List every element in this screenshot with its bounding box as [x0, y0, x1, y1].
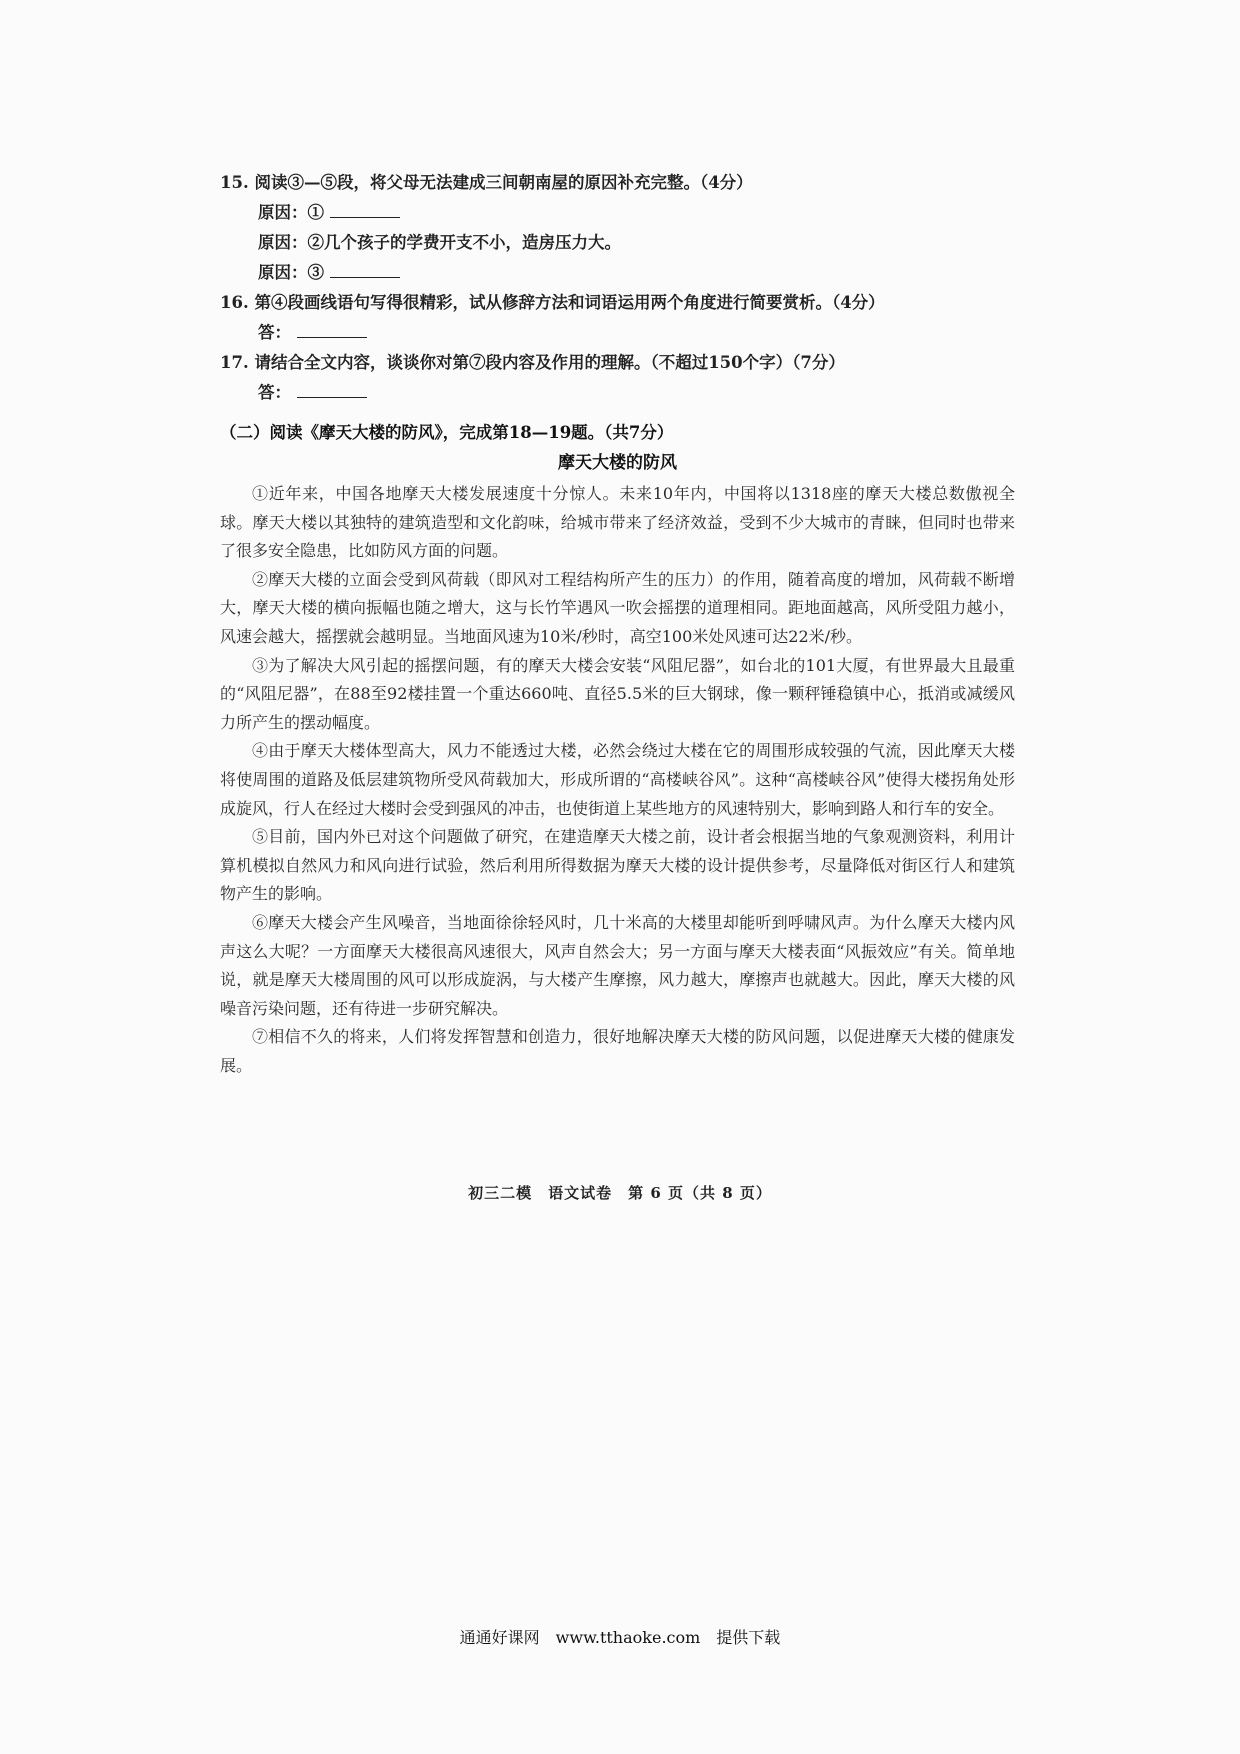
article-title: 摩天大楼的防风	[558, 453, 677, 473]
question-16-answer	[220, 318, 1015, 348]
article-paragraph-6: ⑥摩天大楼会产生风噪音，当地面徐徐轻风时，几十米高的大楼里却能听到呼啸风声。为什么摩天大楼内风声这么大呢？一方面摩天大楼很高风速很大，风声自然会大；另一方面与摩天大楼表面“风振效应”有关。简单地说，就是摩天大楼周围的风可以形成旋涡，与大楼产生摩擦，风力越大，摩擦声也就越大。因此，摩天大楼的风噪音污染问题，还有待进一步研究解决。	[220, 912, 1015, 1018]
answer-16-label: 答：	[258, 323, 291, 342]
reason-3-label: 原因：③	[258, 263, 324, 282]
question-15-reason-2: 原因：②几个孩子的学费开支不小，造房压力大。	[258, 233, 621, 252]
reason-1-blank[interactable]	[330, 203, 400, 218]
section-heading: （二）阅读《摩天大楼的防风》，完成第18—19题。（共7分）	[220, 423, 674, 442]
reason-1-label: 原因：①	[258, 203, 324, 222]
question-16-prompt: 16. 第④段画线语句写得很精彩，试从修辞方法和词语运用两个角度进行简要赏析。（4分）	[220, 293, 885, 312]
article-paragraph-3: ③为了解决大风引起的摇摆问题，有的摩天大楼会安装“风阻尼器”，如台北的101大厦，有世界最大且最重的“风阻尼器”，在88至92楼挂置一个重达660吨、直径5.5米的巨大钢球，像一颗秤锤稳镇中心，抵消或减缓风力所产生的摆动幅度。	[220, 655, 1015, 732]
article-paragraph-1: ①近年来，中国各地摩天大楼发展速度十分惊人。未来10年内，中国将以1318座的摩天大楼总数傲视全球。摩天大楼以其独特的建筑造型和文化韵味，给城市带来了经济效益，受到不少大城市的青睐，但同时也带来了很多安全隐患，比如防风方面的问题。	[220, 484, 1015, 561]
download-source-note: 通通好课网 www.tthaoke.com 提供下载	[459, 1628, 781, 1647]
article-paragraph-4: ④由于摩天大楼体型高大，风力不能透过大楼，必然会绕过大楼在它的周围形成较强的气流，因此摩天大楼将使周围的道路及低层建筑物所受风荷载加大，形成所谓的“高楼峡谷风”。这种“高楼峡谷风”使得大楼拐角处形成旋风，行人在经过大楼时会受到强风的冲击，也使街道上某些地方的风速特别大，影响到路人和行车的安全。	[220, 741, 1015, 818]
reason-3-blank[interactable]	[330, 263, 400, 278]
article-paragraph-2: ②摩天大楼的立面会受到风荷载（即风对工程结构所产生的压力）的作用，随着高度的增加，风荷载不断增大，摩天大楼的横向振幅也随之增大，这与长竹竿遇风一吹会摇摆的道理相同。距地面越高，风所受阻力越小，风速会越大，摇摆就会越明显。当地面风速为10米/秒时，高空100米处风速可达22米/秒。	[220, 569, 1015, 646]
page-footer: 初三二模 语文试卷 第 6 页（共 8 页）	[468, 1184, 772, 1202]
article-paragraph-7: ⑦相信不久的将来，人们将发挥智慧和创造力，很好地解决摩天大楼的防风问题，以促进摩天大楼的健康发展。	[220, 1027, 1015, 1075]
question-17-prompt: 17. 请结合全文内容，谈谈你对第⑦段内容及作用的理解。（不超过150个字）（7分）	[220, 353, 845, 372]
question-15-reason-1	[220, 198, 1015, 228]
question-15-reason-3	[220, 258, 1015, 288]
answer-17-blank[interactable]	[297, 383, 367, 398]
question-17-answer	[220, 378, 1015, 408]
answer-17-label: 答：	[258, 383, 291, 402]
page-content	[220, 168, 1015, 1080]
article-paragraph-5: ⑤目前，国内外已对这个问题做了研究，在建造摩天大楼之前，设计者会根据当地的气象观测资料，利用计算机模拟自然风力和风向进行试验，然后利用所得数据为摩天大楼的设计提供参考，尽量降低对街区行人和建筑物产生的影响。	[220, 827, 1015, 904]
answer-16-blank[interactable]	[297, 323, 367, 338]
question-15-prompt: 15. 阅读③—⑤段，将父母无法建成三间朝南屋的原因补充完整。（4分）	[220, 173, 753, 192]
